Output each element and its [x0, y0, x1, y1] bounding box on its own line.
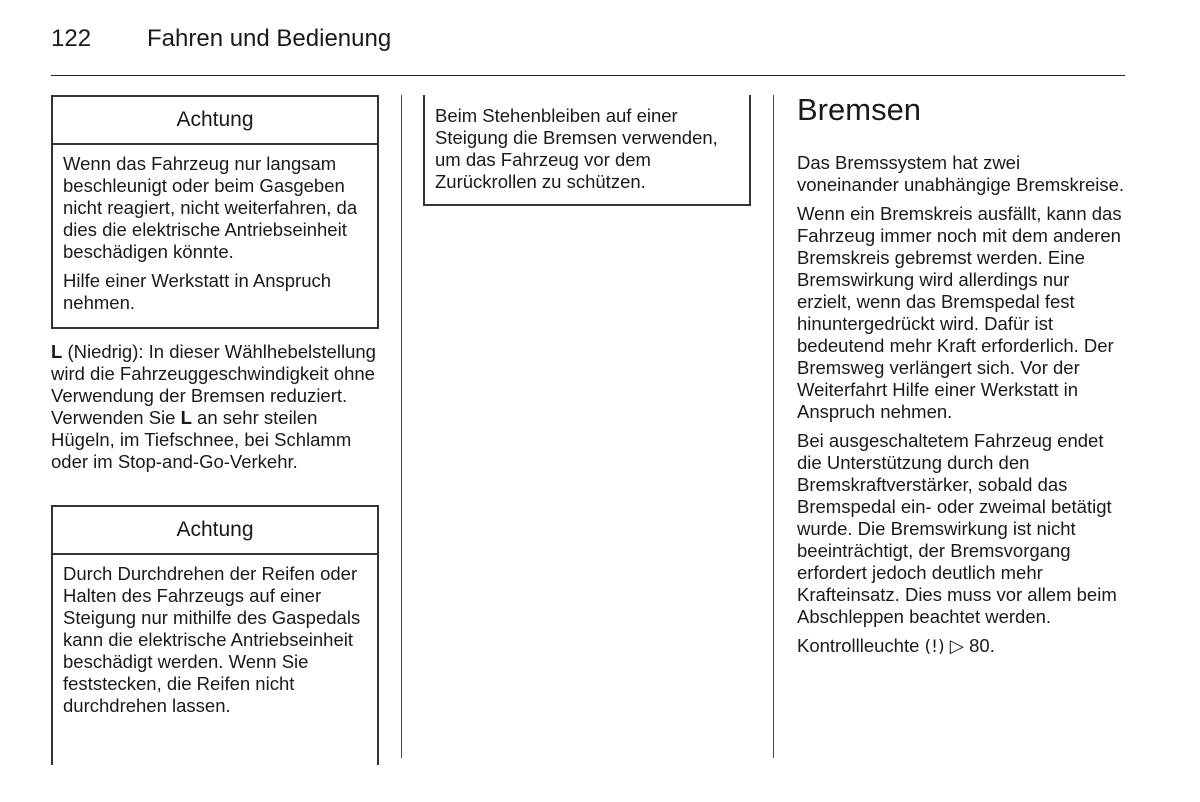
cross-reference [797, 635, 1125, 658]
gear-letter: L [180, 407, 192, 428]
warning-box-2 [51, 505, 379, 765]
warning-body [53, 145, 377, 314]
brakes-content [797, 152, 1125, 665]
warning-body [53, 555, 377, 717]
page-reference: 80. [969, 635, 995, 656]
page-number: 122 [51, 25, 92, 52]
warning-text: Durch Durchdrehen der Reifen oder Halten des Fahrzeugs auf einer Steigung nur mithilfe des Gaspedals kann die elektrische Antriebseinheit beschädigt werden. Wenn Sie feststecken, die Reifen nicht durchdrehen lassen. [63, 563, 361, 716]
gear-letter: L [51, 341, 63, 362]
body-text: Das Bremssystem hat zwei voneinander unabhängige Bremskreise. [797, 152, 1125, 195]
brake-warning-icon: (!) [924, 637, 945, 657]
warning-box-continuation [423, 95, 751, 206]
body-text: Wenn ein Bremskreis ausfällt, kann das Fahrzeug immer noch mit dem anderen Bremskreis gebremst werden. Eine Bremswirkung wird allerdings nur erzielt, wenn das Bremspedal fest hinuntergedrückt wird. Dafür ist bedeutend mehr Kraft erforderlich. Der Bremsweg verlängert sich. Vor der Weiterfahrt Hilfe einer Werkstatt in Anspruch nehmen. [797, 203, 1122, 422]
warning-heading: Achtung [53, 507, 377, 555]
warning-text: Hilfe einer Werkstatt in Anspruch nehmen. [63, 270, 332, 313]
kontroll-label: Kontrollleuchte [797, 635, 920, 656]
header-divider [51, 75, 1125, 76]
warning-box-1 [51, 95, 379, 329]
body-text: Bei ausgeschaltetem Fahrzeug endet die Unterstützung durch den Bremskraftverstärker, sobald das Bremspedal ein- oder zweimal betätigt wurde. Die Bremswirkung ist nicht beeinträchtigt, der Bremsvorgang erfordert jedoch deutlich mehr Krafteinsatz. Dies muss vor allem beim Abschleppen beachtet werden. [797, 430, 1117, 627]
low-gear-paragraph [51, 341, 379, 480]
body-text: an sehr steilen Hügeln, im Tiefschnee, bei Schlamm oder im Stop-and-Go-Verkehr. [51, 407, 352, 472]
column-divider-1 [401, 95, 402, 758]
section-title: Bremsen [797, 92, 922, 127]
arrow-icon: ▷ [949, 635, 964, 656]
body-text: (Niedrig): In dieser Wählhebelstellung wird die Fahrzeuggeschwindigkeit ohne Verwendung der Bremsen reduziert. Verwenden Sie [51, 341, 376, 428]
warning-heading: Achtung [53, 97, 377, 145]
warning-text: Wenn das Fahrzeug nur langsam beschleunigt oder beim Gasgeben nicht reagiert, nicht weiterfahren, da dies die elektrische Antriebseinheit beschädigen könnte. [63, 153, 358, 262]
warning-text: Beim Stehenbleiben auf einer Steigung die Bremsen verwenden, um das Fahrzeug vor dem Zurückrollen zu schützen. [435, 105, 718, 192]
chapter-title: Fahren und Bedienung [147, 25, 392, 52]
column-divider-2 [773, 95, 774, 758]
